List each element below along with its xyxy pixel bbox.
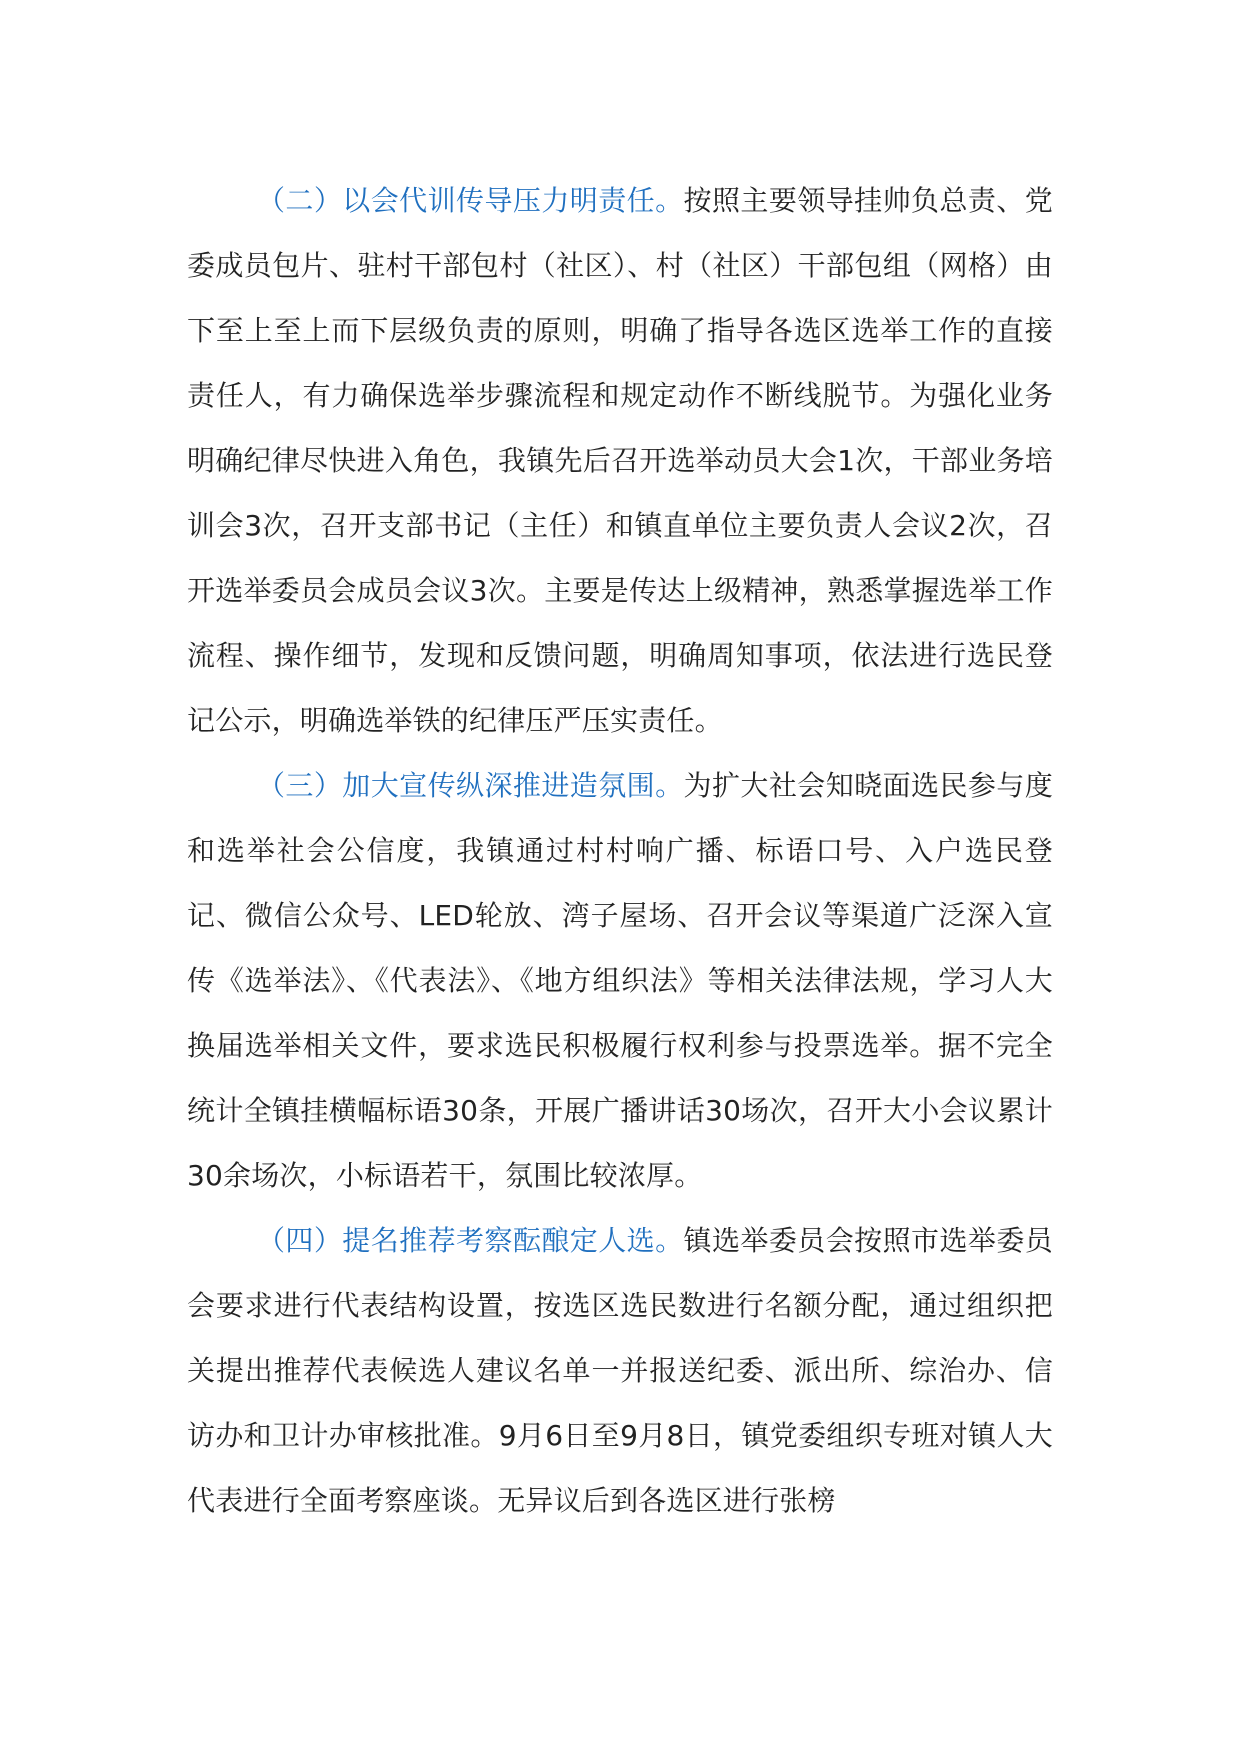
section-heading-3: （三）加大宣传纵深推进造氛围。 <box>257 769 684 802</box>
paragraph-text-4: 镇选举委员会按照市选举委员会要求进行代表结构设置，按选区选民数进行名额分配，通过组织把关提出推荐代表候选人建议名单一并报送纪委、派出所、综治办、信访办和卫计办审核批准。9月6日至9月8日，镇党委组织专班对镇人大代表进行全面考察座谈。无异议后到各选区进行张榜 <box>187 1224 1053 1517</box>
document-body <box>187 168 1053 1533</box>
section-heading-4: （四）提名推荐考察酝酿定人选。 <box>257 1224 684 1257</box>
section-heading-2: （二）以会代训传导压力明责任。 <box>257 184 684 217</box>
paragraph-text-2: 按照主要领导挂帅负总责、党委成员包片、驻村干部包村（社区）、村（社区）干部包组（网格）由下至上至上而下层级负责的原则，明确了指导各选区选举工作的直接责任人，有力确保选举步骤流程和规定动作不断线脱节。为强化业务明确纪律尽快进入角色，我镇先后召开选举动员大会1次，干部业务培训会3次，召开支部书记（主任）和镇直单位主要负责人会议2次，召开选举委员会成员会议3次。主要是传达上级精神，熟悉掌握选举工作流程、操作细节，发现和反馈问题，明确周知事项，依法进行选民登记公示，明确选举铁的纪律压严压实责任。 <box>187 184 1053 737</box>
paragraph-2 <box>187 168 1053 753</box>
paragraph-4 <box>187 1208 1053 1533</box>
paragraph-3 <box>187 753 1053 1208</box>
paragraph-text-3: 为扩大社会知晓面选民参与度和选举社会公信度，我镇通过村村响广播、标语口号、入户选民登记、微信公众号、LED轮放、湾子屋场、召开会议等渠道广泛深入宣传《选举法》、《代表法》、《地方组织法》等相关法律法规，学习人大换届选举相关文件，要求选民积极履行权利参与投票选举。据不完全统计全镇挂横幅标语30条，开展广播讲话30场次，召开大小会议累计30余场次，小标语若干，氛围比较浓厚。 <box>187 769 1053 1192</box>
